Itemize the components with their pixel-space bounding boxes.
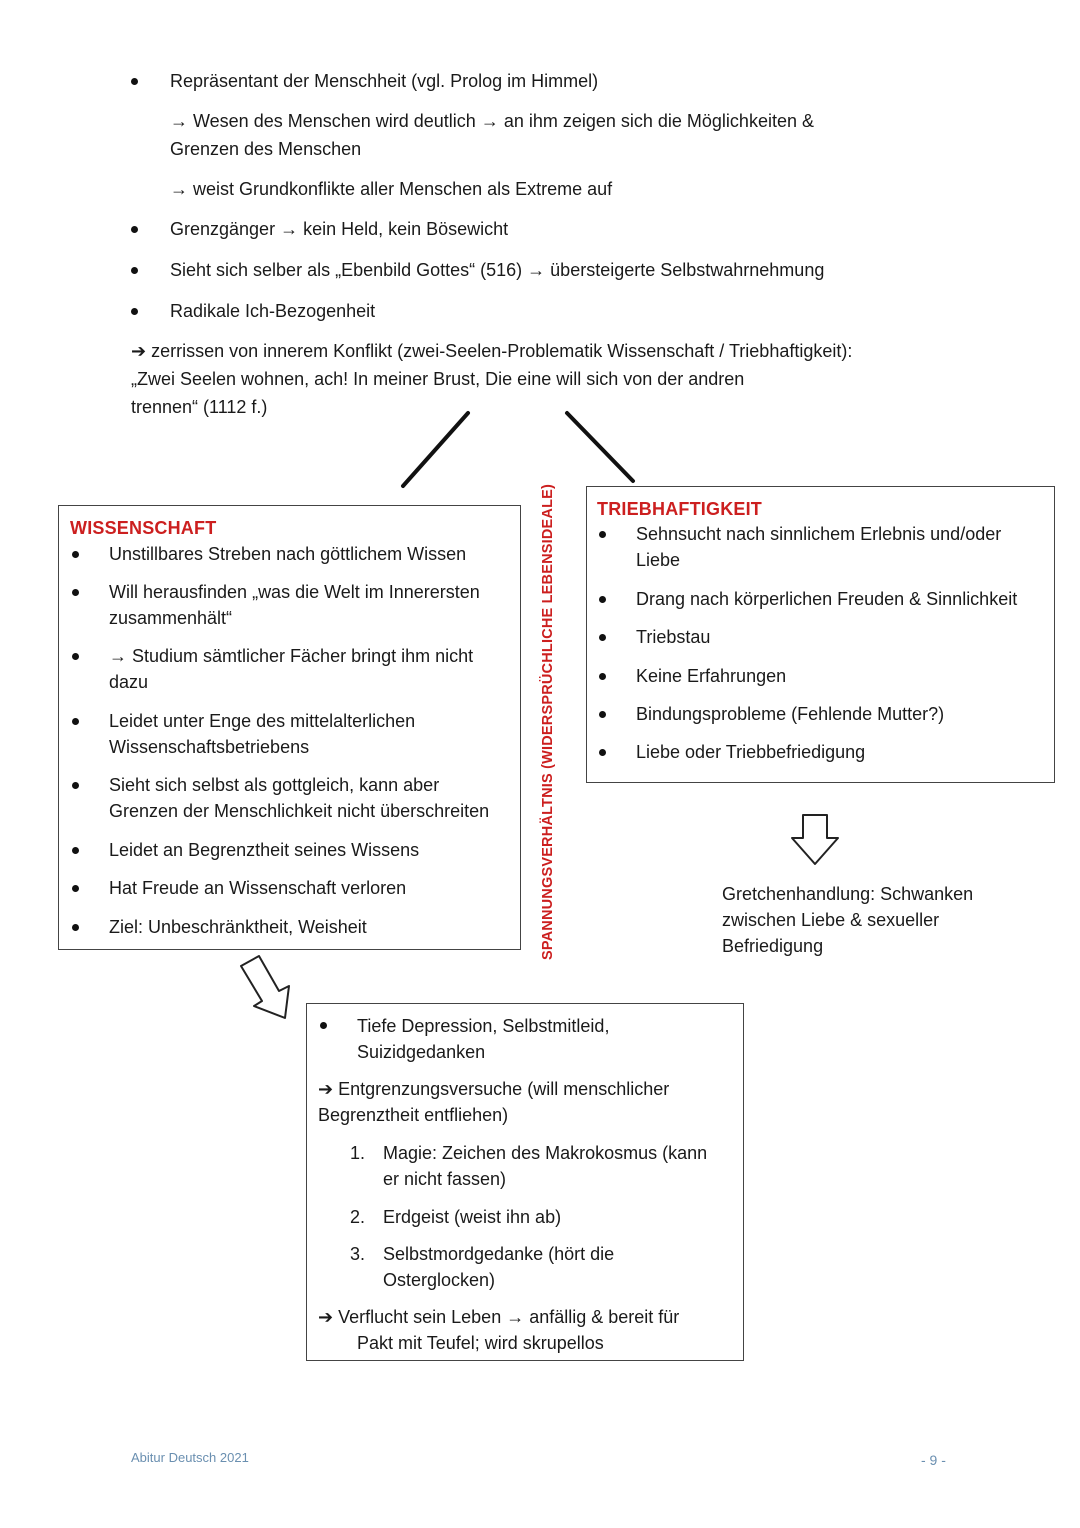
- bullet-dot: [599, 673, 606, 680]
- gretchen-line-3: Befriedigung: [722, 936, 824, 956]
- consequence-bullet: Tiefe Depression, Selbstmitleid,: [357, 1016, 610, 1036]
- wissenschaft-item: Sieht sich selbst als gottgleich, kann aber: [109, 775, 440, 795]
- wissenschaft-item: Ziel: Unbeschränktheit, Weisheit: [109, 917, 367, 937]
- gretchen-line-2: zwischen Liebe & sexueller: [722, 910, 940, 930]
- intro-bullet-4: Radikale Ich-Bezogenheit: [170, 301, 376, 321]
- wissenschaft-box: [58, 505, 521, 950]
- split-line-left: [403, 413, 468, 486]
- bullet-dot: [72, 885, 79, 892]
- triebhaftigkeit-item: Liebe oder Triebbefriedigung: [636, 742, 866, 762]
- footer-title: Abitur Deutsch 2021: [131, 1450, 249, 1465]
- final-line-1: ➔ Verflucht sein Leben → anfällig & bereit für: [318, 1307, 680, 1327]
- bullet-dot: [599, 596, 606, 603]
- intro-bullet-2: Grenzgänger → kein Held, kein Bösewicht: [170, 219, 509, 239]
- bullet-dot: [599, 749, 606, 756]
- wissenschaft-item-cont: dazu: [109, 672, 149, 692]
- bullet-dot: [599, 531, 606, 538]
- page-number: - 9 -: [921, 1452, 946, 1468]
- wissenschaft-item: Leidet an Begrenztheit seines Wissens: [109, 840, 420, 860]
- triebhaftigkeit-item-cont: Liebe: [636, 550, 681, 570]
- list-number: 3.: [350, 1244, 366, 1264]
- intro-bullet-3: Sieht sich selber als „Ebenbild Gottes“ (516) → übersteigerte Selbstwahrnehmung: [170, 260, 825, 280]
- wissenschaft-item-cont: Wissenschaftsbetriebens: [109, 737, 310, 757]
- list-item: Selbstmordgedanke (hört die: [383, 1244, 615, 1264]
- final-line-2: Pakt mit Teufel; wird skrupellos: [357, 1333, 604, 1353]
- wissenschaft-item: Leidet unter Enge des mittelalterlichen: [109, 711, 416, 731]
- intro-sub-2: → weist Grundkonflikte aller Menschen als Extreme auf: [170, 179, 613, 199]
- list-number: 2.: [350, 1207, 366, 1227]
- bullet-dot: [320, 1022, 327, 1029]
- bullet-dot: [72, 847, 79, 854]
- split-line-right: [567, 413, 633, 481]
- triebhaftigkeit-item: Bindungsprobleme (Fehlende Mutter?): [636, 704, 945, 724]
- vertical-label: SPANNUNGSVERHÄLTNIS (WIDERSPRÜCHLICHE LEBENSIDEALE): [540, 483, 556, 961]
- bullet-dot: [72, 782, 79, 789]
- list-item: Magie: Zeichen des Makrokosmus (kann: [383, 1143, 708, 1163]
- bullet-dot: [599, 711, 606, 718]
- list-number: 1.: [350, 1143, 366, 1163]
- wissenschaft-item: → Studium sämtlicher Fächer bringt ihm nicht: [109, 646, 474, 666]
- intro-sub-1-line-1: → Wesen des Menschen wird deutlich → an ihm zeigen sich die Möglichkeiten &: [170, 111, 814, 131]
- entgrenzung-line-1: ➔ Entgrenzungsversuche (will menschlicher: [318, 1079, 670, 1099]
- consequence-bullet-cont: Suizidgedanken: [357, 1042, 486, 1062]
- triebhaftigkeit-item: Drang nach körperlichen Freuden & Sinnlichkeit: [636, 589, 1018, 609]
- wissenschaft-item: Unstillbares Streben nach göttlichem Wissen: [109, 544, 467, 564]
- list-item-cont: er nicht fassen): [383, 1169, 507, 1189]
- wissenschaft-item: Will herausfinden „was die Welt im Innerersten: [109, 582, 480, 602]
- wissenschaft-title: WISSENSCHAFT: [70, 518, 217, 538]
- conclusion-line-3: trennen“ (1112 f.): [131, 397, 268, 417]
- bullet-dot: [72, 589, 79, 596]
- bullet-dot: [72, 653, 79, 660]
- wissenschaft-item: Hat Freude an Wissenschaft verloren: [109, 878, 407, 898]
- conclusion-line-1: ➔ zerrissen von innerem Konflikt (zwei-Seelen-Problematik Wissenschaft / Triebhaftigkeit):: [131, 341, 853, 361]
- entgrenzung-line-2: Begrenztheit entfliehen): [318, 1105, 509, 1125]
- wissenschaft-item-cont: Grenzen der Menschlichkeit nicht überschreiten: [109, 801, 490, 821]
- intro-bullet-1: Repräsentant der Menschheit (vgl. Prolog im Himmel): [170, 71, 599, 91]
- bullet-dot: [72, 718, 79, 725]
- gretchen-line-1: Gretchenhandlung: Schwanken: [722, 884, 974, 904]
- intro-sub-1-line-2: Grenzen des Menschen: [170, 139, 362, 159]
- wissenschaft-item-cont: zusammenhält“: [109, 608, 233, 628]
- triebhaftigkeit-item: Sehnsucht nach sinnlichem Erlebnis und/oder: [636, 524, 1002, 544]
- triebhaftigkeit-title: TRIEBHAFTIGKEIT: [597, 499, 762, 519]
- consequences-box: [306, 1003, 744, 1361]
- bullet-dot: [72, 551, 79, 558]
- diagonal-arrow-icon: [241, 956, 289, 1018]
- list-item-cont: Osterglocken): [383, 1270, 496, 1290]
- conclusion-line-2: „Zwei Seelen wohnen, ach! In meiner Brust, Die eine will sich von der andren: [131, 369, 745, 389]
- bullet-dot: [72, 924, 79, 931]
- list-item: Erdgeist (weist ihn ab): [383, 1207, 562, 1227]
- bullet-dot: [599, 634, 606, 641]
- triebhaftigkeit-box: [586, 486, 1055, 783]
- triebhaftigkeit-item: Triebstau: [636, 627, 711, 647]
- down-arrow-icon: [792, 815, 838, 864]
- triebhaftigkeit-item: Keine Erfahrungen: [636, 666, 787, 686]
